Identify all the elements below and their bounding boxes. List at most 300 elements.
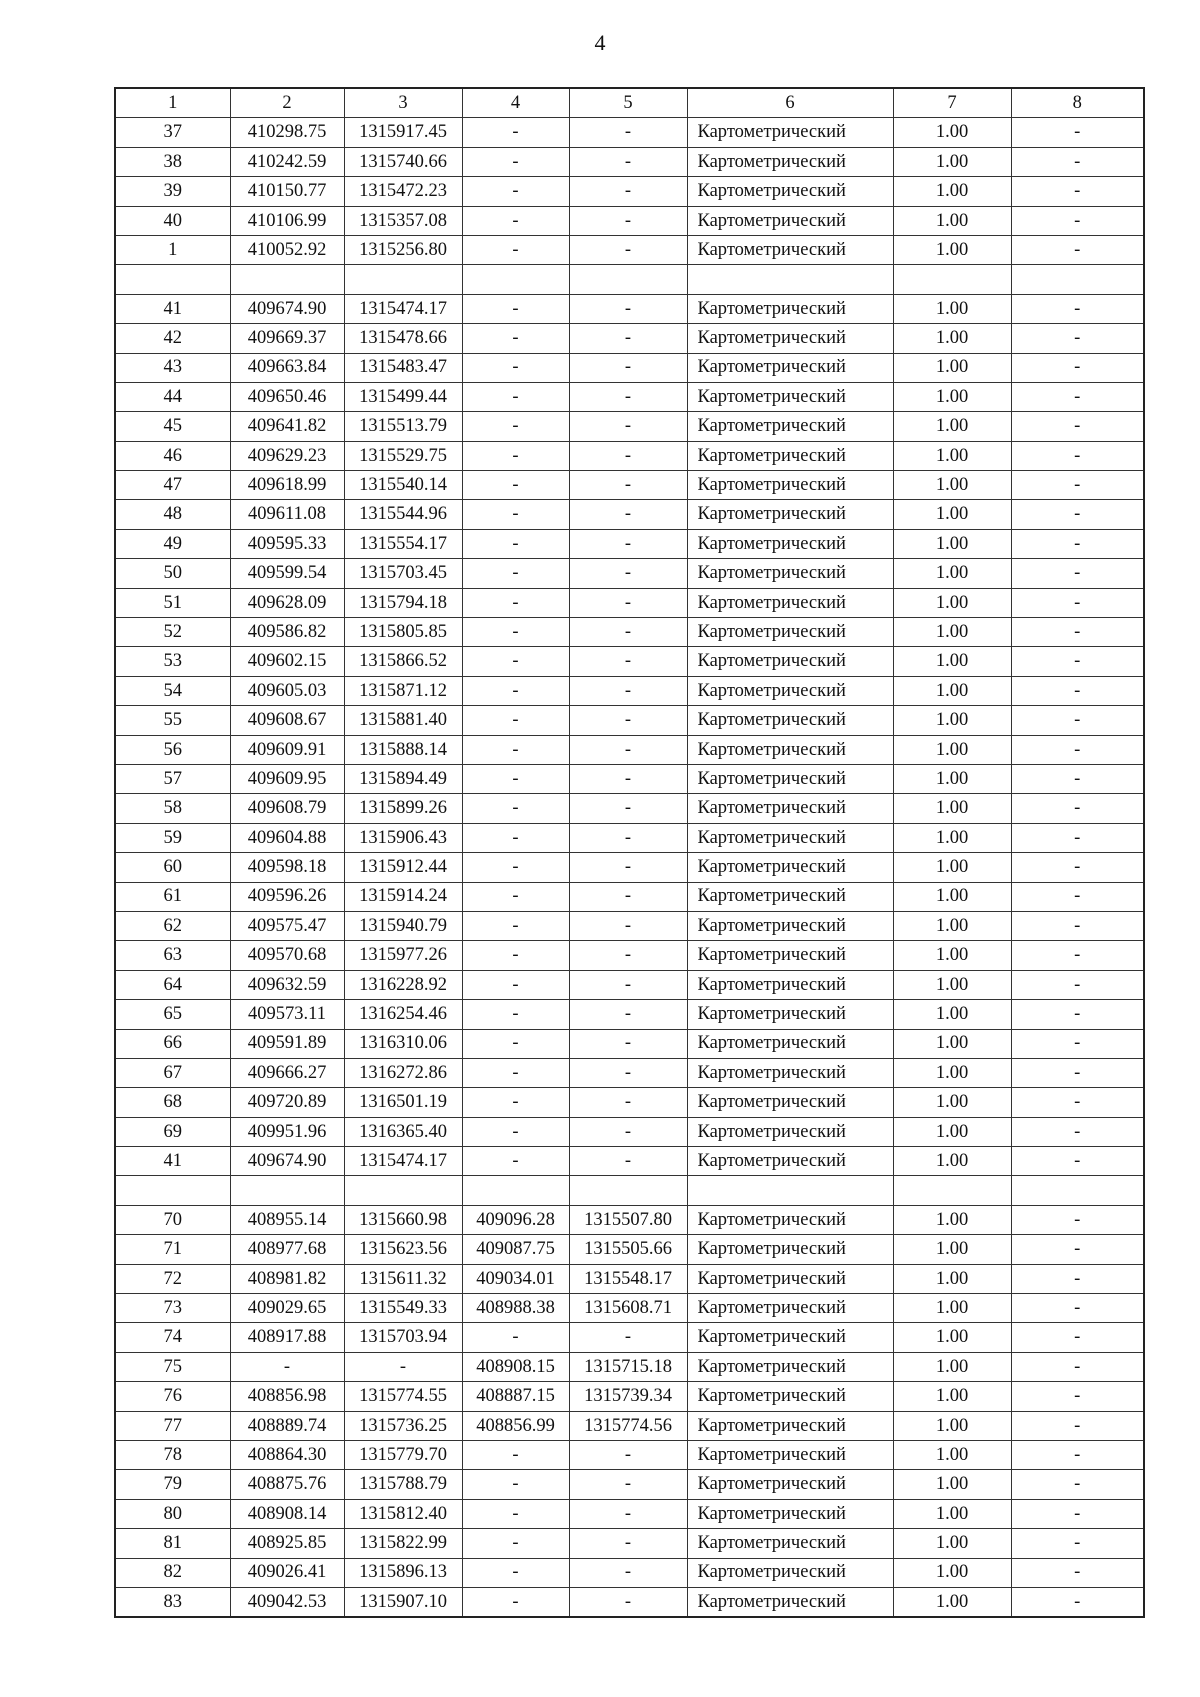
- x-old-coordinate-cell: -: [462, 1000, 569, 1029]
- note-cell: -: [1011, 970, 1144, 999]
- method-cell: Картометрический: [687, 1058, 893, 1087]
- y-old-coordinate-cell: -: [569, 1529, 687, 1558]
- point-number-cell: 37: [115, 118, 230, 147]
- x-old-coordinate-cell: -: [462, 1058, 569, 1087]
- y-old-coordinate-cell: -: [569, 324, 687, 353]
- note-cell: -: [1011, 118, 1144, 147]
- x-old-coordinate-cell: -: [462, 1587, 569, 1617]
- point-number-cell: 41: [115, 1147, 230, 1176]
- method-cell: Картометрический: [687, 441, 893, 470]
- note-cell: -: [1011, 529, 1144, 558]
- y-old-coordinate-cell: 1315774.56: [569, 1411, 687, 1440]
- accuracy-cell: 1.00: [893, 294, 1011, 323]
- method-cell: Картометрический: [687, 235, 893, 264]
- table-row: [115, 529, 1144, 558]
- x-old-coordinate-cell: -: [462, 1323, 569, 1352]
- point-number-cell: 51: [115, 588, 230, 617]
- x-coordinate-cell: 409595.33: [230, 529, 344, 558]
- point-number-cell: 75: [115, 1352, 230, 1381]
- table-row: [115, 1235, 1144, 1264]
- y-coordinate-cell: 1315703.94: [344, 1323, 462, 1352]
- x-coordinate-cell: 410298.75: [230, 118, 344, 147]
- note-cell: -: [1011, 147, 1144, 176]
- x-coordinate-cell: 409573.11: [230, 1000, 344, 1029]
- table-row: [115, 823, 1144, 852]
- accuracy-cell: 1.00: [893, 177, 1011, 206]
- method-cell: Картометрический: [687, 1470, 893, 1499]
- accuracy-cell: 1.00: [893, 618, 1011, 647]
- note-cell: -: [1011, 1235, 1144, 1264]
- x-old-coordinate-cell: 409096.28: [462, 1205, 569, 1234]
- y-coordinate-cell: 1315474.17: [344, 294, 462, 323]
- table-row: [115, 1323, 1144, 1352]
- accuracy-cell: 1.00: [893, 1440, 1011, 1469]
- x-old-coordinate-cell: -: [462, 941, 569, 970]
- method-cell: Картометрический: [687, 1440, 893, 1469]
- y-old-coordinate-cell: -: [569, 1058, 687, 1087]
- accuracy-cell: 1.00: [893, 1117, 1011, 1146]
- method-cell: Картометрический: [687, 412, 893, 441]
- method-cell: Картометрический: [687, 206, 893, 235]
- point-number-cell: 38: [115, 147, 230, 176]
- note-cell: -: [1011, 794, 1144, 823]
- note-cell: -: [1011, 1470, 1144, 1499]
- method-cell: Картометрический: [687, 294, 893, 323]
- y-old-coordinate-cell: -: [569, 647, 687, 676]
- accuracy-cell: 1.00: [893, 118, 1011, 147]
- x-coordinate-cell: 408856.98: [230, 1382, 344, 1411]
- note-cell: -: [1011, 1147, 1144, 1176]
- x-coordinate-cell: 408925.85: [230, 1529, 344, 1558]
- y-coordinate-cell: 1315866.52: [344, 647, 462, 676]
- y-coordinate-cell: 1315805.85: [344, 618, 462, 647]
- x-old-coordinate-cell: -: [462, 970, 569, 999]
- y-old-coordinate-cell: -: [569, 823, 687, 852]
- y-coordinate-cell: 1315499.44: [344, 382, 462, 411]
- note-cell: -: [1011, 294, 1144, 323]
- accuracy-cell: 1.00: [893, 441, 1011, 470]
- method-cell: Картометрический: [687, 823, 893, 852]
- y-old-coordinate-cell: -: [569, 1440, 687, 1469]
- coordinates-table: [114, 87, 1145, 1618]
- y-coordinate-cell: 1315483.47: [344, 353, 462, 382]
- y-coordinate-cell: 1315871.12: [344, 676, 462, 705]
- accuracy-cell: 1.00: [893, 794, 1011, 823]
- y-coordinate-cell: 1315736.25: [344, 1411, 462, 1440]
- y-old-coordinate-cell: -: [569, 618, 687, 647]
- note-cell: -: [1011, 471, 1144, 500]
- x-old-coordinate-cell: -: [462, 471, 569, 500]
- accuracy-cell: 1.00: [893, 706, 1011, 735]
- accuracy-cell: 1.00: [893, 412, 1011, 441]
- point-number-cell: 68: [115, 1088, 230, 1117]
- note-cell: -: [1011, 441, 1144, 470]
- method-cell: [687, 1176, 893, 1205]
- point-number-cell: [115, 1176, 230, 1205]
- table-row: [115, 911, 1144, 940]
- table-row: [115, 970, 1144, 999]
- y-coordinate-cell: 1315917.45: [344, 118, 462, 147]
- point-number-cell: 77: [115, 1411, 230, 1440]
- note-cell: -: [1011, 353, 1144, 382]
- x-old-coordinate-cell: -: [462, 559, 569, 588]
- table-row: [115, 735, 1144, 764]
- method-cell: Картометрический: [687, 618, 893, 647]
- y-coordinate-cell: 1315549.33: [344, 1294, 462, 1323]
- y-old-coordinate-cell: -: [569, 206, 687, 235]
- table-row: [115, 353, 1144, 382]
- method-cell: Картометрический: [687, 382, 893, 411]
- method-cell: Картометрический: [687, 1235, 893, 1264]
- point-number-cell: 53: [115, 647, 230, 676]
- y-old-coordinate-cell: -: [569, 676, 687, 705]
- accuracy-cell: 1.00: [893, 559, 1011, 588]
- x-coordinate-cell: 409042.53: [230, 1587, 344, 1617]
- x-old-coordinate-cell: -: [462, 235, 569, 264]
- y-old-coordinate-cell: 1315548.17: [569, 1264, 687, 1293]
- x-coordinate-cell: 408981.82: [230, 1264, 344, 1293]
- y-old-coordinate-cell: 1315507.80: [569, 1205, 687, 1234]
- y-coordinate-cell: 1316254.46: [344, 1000, 462, 1029]
- y-coordinate-cell: 1315472.23: [344, 177, 462, 206]
- method-cell: Картометрический: [687, 735, 893, 764]
- accuracy-cell: 1.00: [893, 1529, 1011, 1558]
- y-coordinate-cell: 1315912.44: [344, 853, 462, 882]
- table-row: [115, 471, 1144, 500]
- method-cell: Картометрический: [687, 588, 893, 617]
- accuracy-cell: 1.00: [893, 1323, 1011, 1352]
- y-coordinate-cell: 1315544.96: [344, 500, 462, 529]
- method-cell: Картометрический: [687, 353, 893, 382]
- point-number-cell: 39: [115, 177, 230, 206]
- x-old-coordinate-cell: -: [462, 382, 569, 411]
- y-old-coordinate-cell: -: [569, 1499, 687, 1528]
- accuracy-cell: 1.00: [893, 676, 1011, 705]
- point-number-cell: 58: [115, 794, 230, 823]
- x-coordinate-cell: 409609.91: [230, 735, 344, 764]
- method-cell: Картометрический: [687, 500, 893, 529]
- method-cell: Картометрический: [687, 1205, 893, 1234]
- note-cell: -: [1011, 1205, 1144, 1234]
- note-cell: -: [1011, 382, 1144, 411]
- y-coordinate-cell: 1315940.79: [344, 911, 462, 940]
- y-coordinate-cell: 1315478.66: [344, 324, 462, 353]
- table-row: [115, 1352, 1144, 1381]
- table-row: [115, 706, 1144, 735]
- y-coordinate-cell: 1315779.70: [344, 1440, 462, 1469]
- y-coordinate-cell: 1315540.14: [344, 471, 462, 500]
- y-old-coordinate-cell: -: [569, 970, 687, 999]
- accuracy-cell: 1.00: [893, 1000, 1011, 1029]
- point-number-cell: 71: [115, 1235, 230, 1264]
- method-cell: Картометрический: [687, 706, 893, 735]
- x-coordinate-cell: 409575.47: [230, 911, 344, 940]
- x-old-coordinate-cell: -: [462, 676, 569, 705]
- note-cell: -: [1011, 1382, 1144, 1411]
- method-cell: Картометрический: [687, 324, 893, 353]
- note-cell: -: [1011, 1499, 1144, 1528]
- x-coordinate-cell: 410052.92: [230, 235, 344, 264]
- table-row: [115, 882, 1144, 911]
- note-cell: -: [1011, 618, 1144, 647]
- y-old-coordinate-cell: -: [569, 1117, 687, 1146]
- y-old-coordinate-cell: [569, 1176, 687, 1205]
- accuracy-cell: 1.00: [893, 382, 1011, 411]
- accuracy-cell: 1.00: [893, 1352, 1011, 1381]
- table-row: [115, 1529, 1144, 1558]
- x-coordinate-cell: 409598.18: [230, 853, 344, 882]
- y-coordinate-cell: 1316272.86: [344, 1058, 462, 1087]
- accuracy-cell: 1.00: [893, 235, 1011, 264]
- separator-row: [115, 1176, 1144, 1205]
- table-row: [115, 118, 1144, 147]
- x-coordinate-cell: 409611.08: [230, 500, 344, 529]
- y-coordinate-cell: 1315357.08: [344, 206, 462, 235]
- x-coordinate-cell: 409586.82: [230, 618, 344, 647]
- x-coordinate-cell: 409602.15: [230, 647, 344, 676]
- point-number-cell: 45: [115, 412, 230, 441]
- method-cell: Картометрический: [687, 177, 893, 206]
- y-coordinate-cell: 1315907.10: [344, 1587, 462, 1617]
- header-cell: 1: [115, 88, 230, 118]
- y-old-coordinate-cell: -: [569, 1029, 687, 1058]
- x-old-coordinate-cell: -: [462, 794, 569, 823]
- x-coordinate-cell: 408864.30: [230, 1440, 344, 1469]
- x-old-coordinate-cell: -: [462, 647, 569, 676]
- table-row: [115, 1470, 1144, 1499]
- y-old-coordinate-cell: -: [569, 794, 687, 823]
- accuracy-cell: 1.00: [893, 735, 1011, 764]
- x-old-coordinate-cell: -: [462, 147, 569, 176]
- x-old-coordinate-cell: -: [462, 764, 569, 793]
- y-old-coordinate-cell: 1315739.34: [569, 1382, 687, 1411]
- y-coordinate-cell: 1316501.19: [344, 1088, 462, 1117]
- x-old-coordinate-cell: -: [462, 529, 569, 558]
- method-cell: Картометрический: [687, 1029, 893, 1058]
- x-coordinate-cell: [230, 1176, 344, 1205]
- point-number-cell: 74: [115, 1323, 230, 1352]
- note-cell: -: [1011, 706, 1144, 735]
- accuracy-cell: 1.00: [893, 529, 1011, 558]
- accuracy-cell: 1.00: [893, 353, 1011, 382]
- accuracy-cell: 1.00: [893, 1058, 1011, 1087]
- note-cell: -: [1011, 1088, 1144, 1117]
- accuracy-cell: 1.00: [893, 911, 1011, 940]
- note-cell: -: [1011, 1029, 1144, 1058]
- method-cell: Картометрический: [687, 1117, 893, 1146]
- point-number-cell: 80: [115, 1499, 230, 1528]
- accuracy-cell: 1.00: [893, 1470, 1011, 1499]
- y-coordinate-cell: 1315794.18: [344, 588, 462, 617]
- table-row: [115, 1558, 1144, 1587]
- y-coordinate-cell: 1315899.26: [344, 794, 462, 823]
- table-row: [115, 147, 1144, 176]
- note-cell: -: [1011, 1058, 1144, 1087]
- y-old-coordinate-cell: -: [569, 559, 687, 588]
- method-cell: Картометрический: [687, 147, 893, 176]
- x-coordinate-cell: 409650.46: [230, 382, 344, 411]
- table-row: [115, 647, 1144, 676]
- x-old-coordinate-cell: -: [462, 1499, 569, 1528]
- x-old-coordinate-cell: [462, 265, 569, 294]
- point-number-cell: 57: [115, 764, 230, 793]
- x-old-coordinate-cell: -: [462, 911, 569, 940]
- y-old-coordinate-cell: -: [569, 294, 687, 323]
- note-cell: -: [1011, 676, 1144, 705]
- accuracy-cell: 1.00: [893, 471, 1011, 500]
- y-coordinate-cell: 1315623.56: [344, 1235, 462, 1264]
- y-coordinate-cell: 1315977.26: [344, 941, 462, 970]
- x-old-coordinate-cell: -: [462, 1088, 569, 1117]
- table-header-row: [115, 88, 1144, 118]
- accuracy-cell: [893, 1176, 1011, 1205]
- note-cell: -: [1011, 1558, 1144, 1587]
- point-number-cell: 41: [115, 294, 230, 323]
- x-old-coordinate-cell: -: [462, 882, 569, 911]
- accuracy-cell: 1.00: [893, 1029, 1011, 1058]
- x-old-coordinate-cell: -: [462, 618, 569, 647]
- x-coordinate-cell: 410242.59: [230, 147, 344, 176]
- point-number-cell: 46: [115, 441, 230, 470]
- y-old-coordinate-cell: -: [569, 353, 687, 382]
- method-cell: Картометрический: [687, 1558, 893, 1587]
- y-coordinate-cell: 1315881.40: [344, 706, 462, 735]
- accuracy-cell: 1.00: [893, 1294, 1011, 1323]
- point-number-cell: 59: [115, 823, 230, 852]
- accuracy-cell: 1.00: [893, 1205, 1011, 1234]
- table-row: [115, 294, 1144, 323]
- x-old-coordinate-cell: -: [462, 1147, 569, 1176]
- y-old-coordinate-cell: -: [569, 1000, 687, 1029]
- y-old-coordinate-cell: -: [569, 412, 687, 441]
- point-number-cell: 56: [115, 735, 230, 764]
- y-old-coordinate-cell: -: [569, 911, 687, 940]
- x-coordinate-cell: 409628.09: [230, 588, 344, 617]
- method-cell: Картометрический: [687, 764, 893, 793]
- note-cell: -: [1011, 1440, 1144, 1469]
- x-old-coordinate-cell: 408887.15: [462, 1382, 569, 1411]
- point-number-cell: [115, 265, 230, 294]
- note-cell: -: [1011, 1352, 1144, 1381]
- method-cell: Картометрический: [687, 1088, 893, 1117]
- y-coordinate-cell: 1315740.66: [344, 147, 462, 176]
- x-old-coordinate-cell: -: [462, 1440, 569, 1469]
- x-coordinate-cell: [230, 265, 344, 294]
- x-coordinate-cell: 409029.65: [230, 1294, 344, 1323]
- header-cell: 2: [230, 88, 344, 118]
- accuracy-cell: 1.00: [893, 764, 1011, 793]
- method-cell: [687, 265, 893, 294]
- y-old-coordinate-cell: -: [569, 500, 687, 529]
- y-coordinate-cell: 1316310.06: [344, 1029, 462, 1058]
- note-cell: -: [1011, 1000, 1144, 1029]
- method-cell: Картометрический: [687, 1323, 893, 1352]
- y-coordinate-cell: 1315896.13: [344, 1558, 462, 1587]
- point-number-cell: 64: [115, 970, 230, 999]
- point-number-cell: 81: [115, 1529, 230, 1558]
- note-cell: [1011, 1176, 1144, 1205]
- point-number-cell: 54: [115, 676, 230, 705]
- method-cell: Картометрический: [687, 1411, 893, 1440]
- accuracy-cell: 1.00: [893, 823, 1011, 852]
- accuracy-cell: 1.00: [893, 147, 1011, 176]
- accuracy-cell: 1.00: [893, 206, 1011, 235]
- x-old-coordinate-cell: -: [462, 206, 569, 235]
- header-cell: 3: [344, 88, 462, 118]
- accuracy-cell: 1.00: [893, 882, 1011, 911]
- point-number-cell: 72: [115, 1264, 230, 1293]
- note-cell: -: [1011, 1411, 1144, 1440]
- note-cell: -: [1011, 882, 1144, 911]
- accuracy-cell: 1.00: [893, 1558, 1011, 1587]
- point-number-cell: 42: [115, 324, 230, 353]
- y-old-coordinate-cell: -: [569, 1587, 687, 1617]
- table-row: [115, 1088, 1144, 1117]
- point-number-cell: 78: [115, 1440, 230, 1469]
- note-cell: -: [1011, 177, 1144, 206]
- point-number-cell: 66: [115, 1029, 230, 1058]
- table-row: [115, 1147, 1144, 1176]
- x-old-coordinate-cell: -: [462, 706, 569, 735]
- y-old-coordinate-cell: -: [569, 588, 687, 617]
- y-coordinate-cell: 1315513.79: [344, 412, 462, 441]
- y-old-coordinate-cell: -: [569, 735, 687, 764]
- point-number-cell: 43: [115, 353, 230, 382]
- point-number-cell: 62: [115, 911, 230, 940]
- x-old-coordinate-cell: -: [462, 823, 569, 852]
- y-coordinate-cell: 1315812.40: [344, 1499, 462, 1528]
- accuracy-cell: 1.00: [893, 1264, 1011, 1293]
- note-cell: -: [1011, 500, 1144, 529]
- note-cell: -: [1011, 1264, 1144, 1293]
- note-cell: -: [1011, 1117, 1144, 1146]
- note-cell: -: [1011, 1323, 1144, 1352]
- point-number-cell: 44: [115, 382, 230, 411]
- x-old-coordinate-cell: -: [462, 1029, 569, 1058]
- x-old-coordinate-cell: 409034.01: [462, 1264, 569, 1293]
- table-row: [115, 1000, 1144, 1029]
- y-coordinate-cell: -: [344, 1352, 462, 1381]
- point-number-cell: 70: [115, 1205, 230, 1234]
- y-coordinate-cell: 1316365.40: [344, 1117, 462, 1146]
- x-old-coordinate-cell: -: [462, 588, 569, 617]
- accuracy-cell: 1.00: [893, 588, 1011, 617]
- x-old-coordinate-cell: -: [462, 853, 569, 882]
- accuracy-cell: 1.00: [893, 500, 1011, 529]
- y-coordinate-cell: 1315894.49: [344, 764, 462, 793]
- x-coordinate-cell: 409669.37: [230, 324, 344, 353]
- note-cell: -: [1011, 911, 1144, 940]
- y-coordinate-cell: 1315774.55: [344, 1382, 462, 1411]
- method-cell: Картометрический: [687, 1147, 893, 1176]
- method-cell: Картометрический: [687, 1000, 893, 1029]
- method-cell: Картометрический: [687, 1382, 893, 1411]
- point-number-cell: 40: [115, 206, 230, 235]
- y-coordinate-cell: 1315914.24: [344, 882, 462, 911]
- note-cell: [1011, 265, 1144, 294]
- x-coordinate-cell: 409604.88: [230, 823, 344, 852]
- x-old-coordinate-cell: -: [462, 177, 569, 206]
- y-old-coordinate-cell: 1315505.66: [569, 1235, 687, 1264]
- accuracy-cell: 1.00: [893, 970, 1011, 999]
- y-old-coordinate-cell: -: [569, 471, 687, 500]
- x-old-coordinate-cell: -: [462, 324, 569, 353]
- table-body: [115, 88, 1144, 1617]
- accuracy-cell: 1.00: [893, 1411, 1011, 1440]
- x-coordinate-cell: 409605.03: [230, 676, 344, 705]
- note-cell: -: [1011, 206, 1144, 235]
- note-cell: -: [1011, 1587, 1144, 1617]
